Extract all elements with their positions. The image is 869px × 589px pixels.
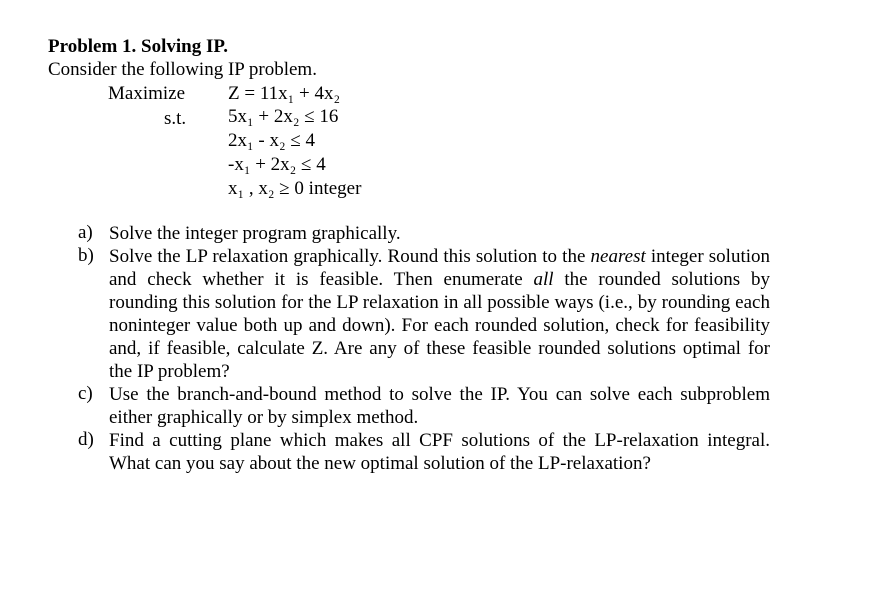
problem-intro: Consider the following IP problem. bbox=[48, 59, 317, 80]
part-b bbox=[78, 245, 770, 383]
part-letter: d) bbox=[78, 429, 94, 450]
constraint-2: 2x₁ - x₂ ≤ 4 bbox=[228, 130, 316, 151]
part-a bbox=[78, 222, 770, 245]
part-d bbox=[78, 429, 770, 475]
objective-label: Maximize bbox=[108, 83, 186, 104]
part-text: Solve the LP relaxation graphically. Round this solution to the nearest integer solution and check whether it is feasible. Then enumerate all the rounded solutions by rounding this solution for the LP relaxation in all possible ways (i.e., by rounding each noninteger value both up and down). For each rounded solution, check for feasibility and, if feasible, calculate Z. Are any of these feasible rounded solutions optimal for the IP problem? bbox=[109, 246, 771, 382]
question-parts bbox=[78, 222, 770, 475]
constraints-label: s.t. bbox=[164, 108, 187, 129]
objective-function: Z = 11x₁ + 4x₂ bbox=[228, 83, 341, 104]
part-text: Find a cutting plane which makes all CPF solutions of the LP-relaxation integral. What can you say about the new optimal solution of the LP-relaxation? bbox=[109, 430, 770, 474]
constraint-3: -x₁ + 2x₂ ≤ 4 bbox=[228, 154, 326, 175]
emphasis-nearest: nearest bbox=[590, 246, 646, 267]
part-letter: a) bbox=[78, 222, 93, 243]
part-letter: c) bbox=[78, 383, 93, 404]
part-text: Solve the integer program graphically. bbox=[109, 223, 401, 244]
part-c bbox=[78, 383, 770, 429]
part-letter: b) bbox=[78, 245, 94, 266]
emphasis-all: all bbox=[533, 269, 554, 290]
constraint-nonnegativity: x₁ , x₂ ≥ 0 integer bbox=[228, 178, 362, 199]
constraint-1: 5x₁ + 2x₂ ≤ 16 bbox=[228, 106, 339, 127]
problem-title: Problem 1. Solving IP. bbox=[48, 36, 228, 57]
part-text: Use the branch-and-bound method to solve the IP. You can solve each subproblem either graphically or by simplex method. bbox=[109, 384, 770, 428]
